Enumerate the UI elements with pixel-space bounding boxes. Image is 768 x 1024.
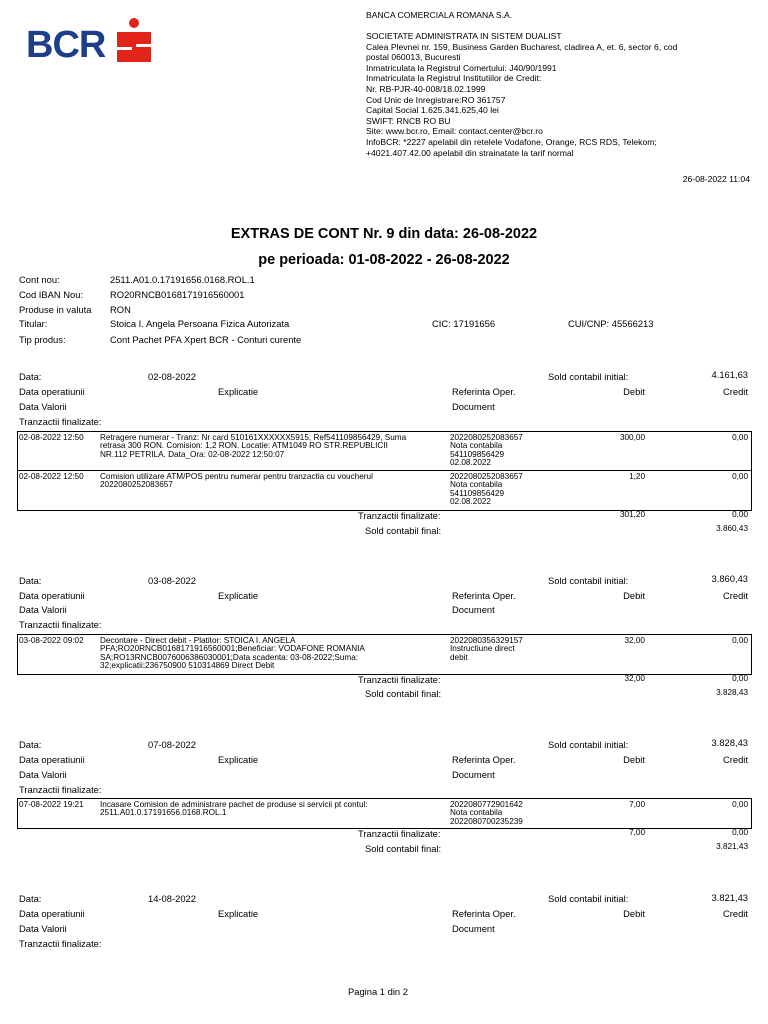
total-credit: 0,00 bbox=[732, 674, 748, 683]
referinta-line: Nota contabila bbox=[450, 808, 503, 818]
explicatie-line: 2511.A01.0.17191656.0168.ROL.1 bbox=[100, 808, 227, 818]
tranzactii-label: Tranzactii finalizate: bbox=[19, 938, 102, 949]
transaction-credit: 0,00 bbox=[732, 472, 748, 481]
total-debit: 301,20 bbox=[619, 510, 645, 519]
col-credit: Credit bbox=[722, 754, 748, 765]
account-holder-value: Stoica I. Angela Persoana Fizica Autorizata bbox=[110, 318, 290, 329]
tranzactii-total-label: Tranzactii finalizate: bbox=[358, 828, 441, 839]
referinta-line: Nota contabila bbox=[450, 480, 503, 490]
day-date-label: Data: bbox=[19, 739, 42, 750]
account-holder-label: Titular: bbox=[19, 318, 48, 329]
bank-info-line: Site: www.bcr.ro, Email: contact.center@bcr.ro bbox=[366, 126, 543, 137]
transaction-debit: 300,00 bbox=[619, 433, 645, 442]
col-debit: Debit bbox=[623, 590, 645, 601]
sold-final-value: 3.860,43 bbox=[716, 524, 748, 533]
transaction-debit: 1,20 bbox=[629, 472, 645, 481]
col-credit: Credit bbox=[722, 386, 748, 397]
col-explicatie: Explicatie bbox=[218, 908, 259, 919]
explicatie-line: 32;explicatii:236750900 510314869 Direct Debit bbox=[100, 661, 275, 671]
tranzactii-label: Tranzactii finalizate: bbox=[19, 416, 102, 427]
transaction-credit: 0,00 bbox=[732, 433, 748, 442]
referinta-line: 2022080772901642 bbox=[450, 800, 523, 809]
statement-period: pe perioada: 01-08-2022 - 26-08-2022 bbox=[258, 252, 510, 268]
transaction-row bbox=[17, 634, 752, 675]
sold-final-value: 3.828,43 bbox=[716, 688, 748, 697]
bank-info-line: Inmatriculata la Registrul Institutiilor de Credit: bbox=[366, 73, 542, 84]
col-referinta: Referinta Oper. bbox=[452, 908, 516, 919]
col-referinta: Referinta Oper. bbox=[452, 590, 516, 601]
explicatie-line: SA;RO13RNCB0076006386030001;Data scadenta: 03-08-2022;Suma: bbox=[100, 652, 359, 662]
bank-info-line: Nr. RB-PJR-40-008/18.02.1999 bbox=[366, 83, 486, 94]
col-referinta: Referinta Oper. bbox=[452, 754, 516, 765]
account-currency-label: Produse in valuta bbox=[19, 304, 92, 315]
col-debit: Debit bbox=[623, 754, 645, 765]
explicatie-line: Comision utilizare ATM/POS pentru numerar pentru tranzactia cu voucherul bbox=[100, 472, 373, 481]
referinta-line: 541109856429 bbox=[450, 488, 505, 498]
transaction-debit: 7,00 bbox=[629, 800, 645, 809]
sold-final-label: Sold contabil final: bbox=[365, 843, 442, 854]
sold-initial-label: Sold contabil initial: bbox=[548, 893, 629, 904]
sold-initial-label: Sold contabil initial: bbox=[548, 371, 629, 382]
referinta-line: 2022080252083657 bbox=[450, 433, 523, 442]
sold-final-label: Sold contabil final: bbox=[365, 688, 442, 699]
transaction-credit: 0,00 bbox=[732, 800, 748, 809]
sold-initial-value: 3.821,43 bbox=[711, 892, 748, 903]
transaction-datetime: 03-08-2022 09:02 bbox=[19, 636, 84, 645]
bank-info-line: SOCIETATE ADMINISTRATA IN SISTEM DUALIST bbox=[366, 31, 562, 41]
sold-initial-value: 3.860,43 bbox=[711, 573, 748, 584]
col-data-valorii: Data Valorii bbox=[19, 401, 67, 412]
referinta-line: 2022080252083657 bbox=[450, 472, 523, 481]
day-date-label: Data: bbox=[19, 575, 42, 586]
day-date: 02-08-2022 bbox=[148, 371, 196, 382]
transaction-referinta bbox=[450, 801, 523, 826]
col-data-valorii: Data Valorii bbox=[19, 604, 67, 615]
col-debit: Debit bbox=[623, 386, 645, 397]
col-referinta: Referinta Oper. bbox=[452, 386, 516, 397]
explicatie-line: 2022080252083657 bbox=[100, 480, 173, 490]
referinta-line: Nota contabila bbox=[450, 441, 503, 451]
referinta-line: 541109856429 bbox=[450, 449, 505, 459]
day-date: 07-08-2022 bbox=[148, 739, 196, 750]
transaction-debit: 32,00 bbox=[624, 636, 645, 645]
col-explicatie: Explicatie bbox=[218, 590, 259, 601]
sold-initial-label: Sold contabil initial: bbox=[548, 739, 629, 750]
referinta-line: 2022080700235239 bbox=[450, 816, 523, 826]
day-date: 14-08-2022 bbox=[148, 893, 196, 904]
total-credit: 0,00 bbox=[732, 510, 748, 519]
statement-title: EXTRAS DE CONT Nr. 9 din data: 26-08-2022 bbox=[230, 226, 538, 242]
sold-initial-value: 3.828,43 bbox=[711, 737, 748, 748]
transaction-referinta bbox=[450, 473, 523, 507]
transaction-row bbox=[17, 431, 752, 471]
page-number: Pagina 1 din 2 bbox=[348, 986, 408, 997]
bcr-logo-text: BCR bbox=[26, 24, 106, 66]
printed-timestamp: 26-08-2022 11:04 bbox=[682, 174, 750, 184]
sold-initial-value: 4.161,63 bbox=[711, 369, 748, 380]
bank-info-line: Inmatriculata la Registrul Comertului: J40/90/1991 bbox=[366, 62, 557, 73]
bank-info-line: +4021.407.42.00 apelabil din strainatate la tarif normal bbox=[366, 147, 574, 158]
bcr-logo bbox=[26, 22, 156, 68]
col-data-operatiunii: Data operatiunii bbox=[19, 386, 85, 397]
referinta-line: debit bbox=[450, 652, 468, 662]
explicatie-line: Retragere numerar - Tranz: Nr card 510161XXXXXX5915, Ref541109856429, Suma bbox=[100, 433, 407, 442]
sold-final-value: 3.821,43 bbox=[716, 842, 748, 851]
bank-info-line: postal 060013, Bucuresti bbox=[366, 52, 461, 63]
account-product-value: Cont Pachet PFA Xpert BCR - Conturi curente bbox=[110, 334, 302, 345]
col-credit: Credit bbox=[722, 590, 748, 601]
col-credit: Credit bbox=[722, 908, 748, 919]
transaction-row bbox=[17, 798, 752, 829]
col-debit: Debit bbox=[623, 908, 645, 919]
account-currency-value: RON bbox=[110, 304, 131, 315]
col-explicatie: Explicatie bbox=[218, 386, 259, 397]
account-product-label: Tip produs: bbox=[19, 334, 66, 345]
col-data-operatiunii: Data operatiunii bbox=[19, 754, 85, 765]
bank-info-line: Capital Social 1.625.341.625,40 lei bbox=[366, 105, 499, 116]
explicatie-line: PFA;RO20RNCB0168171916560001;Beneficiar: VODAFONE ROMANIA bbox=[100, 644, 365, 654]
day-date: 03-08-2022 bbox=[148, 575, 196, 586]
referinta-line: Instructiune direct bbox=[450, 644, 515, 654]
transaction-explicatie bbox=[100, 637, 450, 671]
explicatie-line: NR.112 PETRILA. Data_Ora: 02-08-2022 12:50:07 bbox=[100, 449, 285, 459]
tranzactii-total-label: Tranzactii finalizate: bbox=[358, 510, 441, 521]
col-document: Document bbox=[452, 769, 495, 780]
tranzactii-label: Tranzactii finalizate: bbox=[19, 784, 102, 795]
transaction-datetime: 07-08-2022 19:21 bbox=[19, 800, 84, 809]
transaction-explicatie bbox=[100, 434, 450, 459]
col-document: Document bbox=[452, 401, 495, 412]
account-cui: CUI/CNP: 45566213 bbox=[568, 318, 654, 329]
bank-info-line: Cod Unic de Inregistrare:RO 361757 bbox=[366, 94, 506, 105]
account-cont-value: 2511.A01.0.17191656.0168.ROL.1 bbox=[110, 274, 255, 285]
transaction-referinta bbox=[450, 637, 523, 662]
transaction-credit: 0,00 bbox=[732, 636, 748, 645]
col-document: Document bbox=[452, 604, 495, 615]
transaction-datetime: 02-08-2022 12:50 bbox=[19, 472, 84, 481]
col-document: Document bbox=[452, 923, 495, 934]
sold-final-label: Sold contabil final: bbox=[365, 525, 442, 536]
account-iban-label: Cod IBAN Nou: bbox=[19, 289, 84, 300]
total-credit: 0,00 bbox=[732, 828, 748, 837]
transaction-datetime: 02-08-2022 12:50 bbox=[19, 433, 84, 442]
explicatie-line: retrasa 300 RON. Comision: 1,2 RON. Locatie: ATM1049 RO STR.REPUBLICII bbox=[100, 441, 388, 451]
day-date-label: Data: bbox=[19, 371, 42, 382]
col-data-valorii: Data Valorii bbox=[19, 769, 67, 780]
bank-info-line: Calea Plevnei nr. 159, Business Garden Bucharest, cladirea A, et. 6, sector 6, cod bbox=[366, 41, 678, 52]
sold-initial-label: Sold contabil initial: bbox=[548, 575, 629, 586]
total-debit: 7,00 bbox=[629, 828, 645, 837]
bank-info bbox=[366, 31, 756, 158]
tranzactii-label: Tranzactii finalizate: bbox=[19, 619, 102, 630]
col-data-valorii: Data Valorii bbox=[19, 923, 67, 934]
transaction-explicatie bbox=[100, 801, 450, 818]
col-explicatie: Explicatie bbox=[218, 754, 259, 765]
total-debit: 32,00 bbox=[624, 674, 645, 683]
referinta-line: 02.08.2022 bbox=[450, 458, 491, 468]
bank-name: BANCA COMERCIALA ROMANA S.A. bbox=[366, 10, 513, 20]
bank-info-line: SWIFT: RNCB RO BU bbox=[366, 115, 451, 126]
transaction-explicatie bbox=[100, 473, 450, 490]
col-data-operatiunii: Data operatiunii bbox=[19, 908, 85, 919]
explicatie-line: Incasare Comision de administrare pachet de produse si servicii pt contul: bbox=[100, 800, 368, 809]
bcr-s-symbol-icon bbox=[114, 16, 154, 70]
referinta-line: 02.08.2022 bbox=[450, 497, 491, 507]
transaction-referinta bbox=[450, 434, 523, 468]
transaction-row bbox=[17, 470, 752, 511]
referinta-line: 2022080356329157 bbox=[450, 636, 523, 645]
account-iban-value: RO20RNCB0168171916560001 bbox=[110, 289, 245, 300]
col-data-operatiunii: Data operatiunii bbox=[19, 590, 85, 601]
tranzactii-total-label: Tranzactii finalizate: bbox=[358, 674, 441, 685]
day-date-label: Data: bbox=[19, 893, 42, 904]
bank-info-line: InfoBCR: *2227 apelabil din retelele Vodafone, Orange, RCS RDS, Telekom; bbox=[366, 136, 657, 147]
explicatie-line: Decontare - Direct debit - Platitor: STOICA I. ANGELA bbox=[100, 636, 296, 645]
account-cont-label: Cont nou: bbox=[19, 274, 60, 285]
account-cic: CIC: 17191656 bbox=[432, 318, 496, 329]
